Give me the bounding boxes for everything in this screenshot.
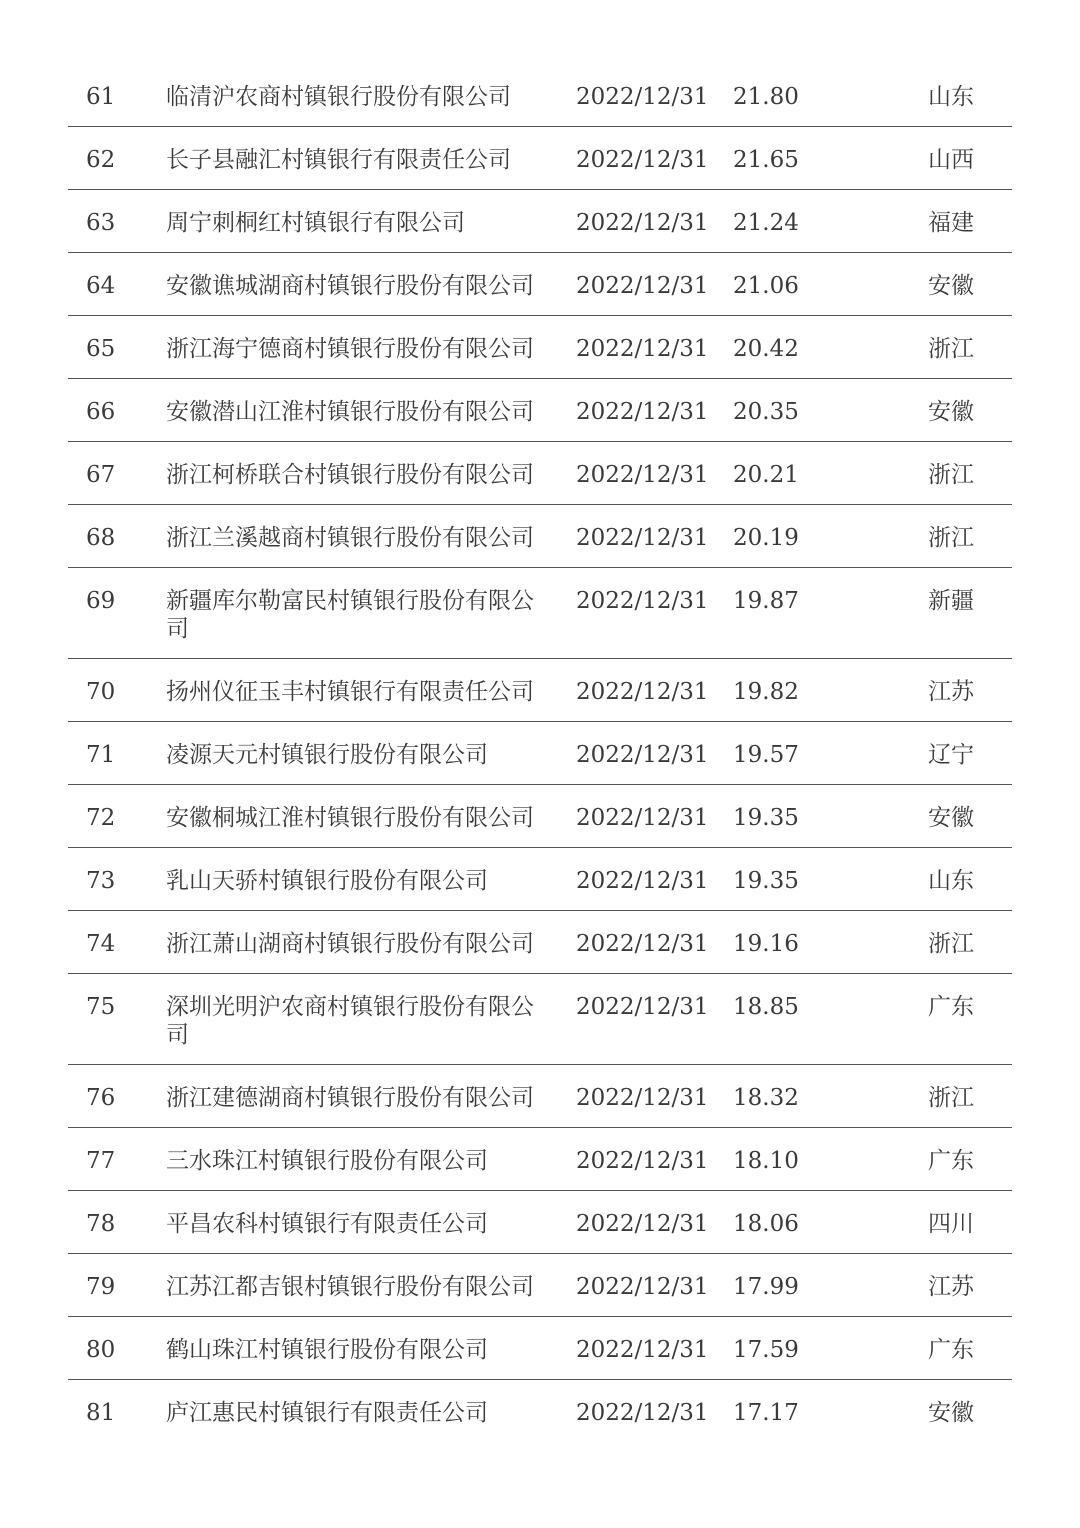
bank-name: 鹤山珠江村镇银行股份有限公司 <box>166 1337 488 1363</box>
table-row <box>68 1128 1012 1191</box>
table-row <box>68 190 1012 253</box>
table-row <box>68 848 1012 911</box>
report-date: 2022/12/31 <box>576 931 709 957</box>
table-row <box>68 911 1012 974</box>
table-row <box>68 785 1012 848</box>
report-date: 2022/12/31 <box>576 1337 709 1363</box>
province: 新疆 <box>928 588 974 614</box>
rank-number: 77 <box>86 1148 116 1174</box>
value: 20.42 <box>733 336 799 362</box>
report-date: 2022/12/31 <box>576 399 709 425</box>
rank-number: 61 <box>86 84 116 110</box>
bank-name: 深圳光明沪农商村镇银行股份有限公司 <box>166 994 534 1048</box>
bank-name: 浙江兰溪越商村镇银行股份有限公司 <box>166 525 534 551</box>
table-row <box>68 722 1012 785</box>
report-date: 2022/12/31 <box>576 868 709 894</box>
table-row <box>68 659 1012 722</box>
province: 江苏 <box>928 679 974 705</box>
value: 21.80 <box>733 84 799 110</box>
province: 安徽 <box>928 273 974 299</box>
bank-name: 江苏江都吉银村镇银行股份有限公司 <box>166 1274 534 1300</box>
table-row <box>68 1191 1012 1254</box>
rank-number: 81 <box>86 1400 116 1426</box>
province: 浙江 <box>928 462 974 488</box>
rank-number: 65 <box>86 336 116 362</box>
table-row <box>68 1065 1012 1128</box>
value: 19.35 <box>733 868 799 894</box>
table-row <box>68 379 1012 442</box>
table-row <box>68 64 1012 127</box>
bank-name: 新疆库尔勒富民村镇银行股份有限公司 <box>166 588 534 642</box>
value: 18.10 <box>733 1148 799 1174</box>
rank-number: 78 <box>86 1211 116 1237</box>
report-date: 2022/12/31 <box>576 1085 709 1111</box>
table-row <box>68 442 1012 505</box>
rank-number: 68 <box>86 525 116 551</box>
table-row <box>68 1380 1012 1443</box>
province: 四川 <box>928 1211 974 1237</box>
value: 18.06 <box>733 1211 799 1237</box>
bank-name: 平昌农科村镇银行有限责任公司 <box>166 1211 488 1237</box>
province: 广东 <box>928 1148 974 1174</box>
value: 19.87 <box>733 588 799 614</box>
rank-number: 69 <box>86 588 116 614</box>
rank-number: 64 <box>86 273 116 299</box>
table-row <box>68 253 1012 316</box>
report-date: 2022/12/31 <box>576 805 709 831</box>
bank-name: 长子县融汇村镇银行有限责任公司 <box>166 147 511 173</box>
bank-name: 浙江建德湖商村镇银行股份有限公司 <box>166 1085 534 1111</box>
bank-ranking-table <box>68 64 1012 1443</box>
rank-number: 62 <box>86 147 116 173</box>
table-row <box>68 1317 1012 1380</box>
rank-number: 79 <box>86 1274 116 1300</box>
province: 山东 <box>928 868 974 894</box>
value: 18.32 <box>733 1085 799 1111</box>
rank-number: 75 <box>86 994 116 1020</box>
bank-name: 安徽桐城江淮村镇银行股份有限公司 <box>166 805 534 831</box>
report-date: 2022/12/31 <box>576 588 709 614</box>
table-row <box>68 505 1012 568</box>
rank-number: 67 <box>86 462 116 488</box>
report-date: 2022/12/31 <box>576 1400 709 1426</box>
bank-name: 安徽谯城湖商村镇银行股份有限公司 <box>166 273 534 299</box>
report-date: 2022/12/31 <box>576 1211 709 1237</box>
value: 20.21 <box>733 462 799 488</box>
value: 19.57 <box>733 742 799 768</box>
report-date: 2022/12/31 <box>576 273 709 299</box>
bank-name: 周宁刺桐红村镇银行有限公司 <box>166 210 465 236</box>
value: 21.06 <box>733 273 799 299</box>
rank-number: 72 <box>86 805 116 831</box>
bank-name: 庐江惠民村镇银行有限责任公司 <box>166 1400 488 1426</box>
value: 20.19 <box>733 525 799 551</box>
province: 辽宁 <box>928 742 974 768</box>
report-date: 2022/12/31 <box>576 462 709 488</box>
report-date: 2022/12/31 <box>576 994 709 1020</box>
report-date: 2022/12/31 <box>576 336 709 362</box>
bank-name: 安徽潜山江淮村镇银行股份有限公司 <box>166 399 534 425</box>
province: 浙江 <box>928 336 974 362</box>
report-date: 2022/12/31 <box>576 210 709 236</box>
value: 19.16 <box>733 931 799 957</box>
value: 19.35 <box>733 805 799 831</box>
report-date: 2022/12/31 <box>576 525 709 551</box>
bank-name: 乳山天骄村镇银行股份有限公司 <box>166 868 488 894</box>
value: 17.59 <box>733 1337 799 1363</box>
report-date: 2022/12/31 <box>576 1274 709 1300</box>
rank-number: 76 <box>86 1085 116 1111</box>
province: 福建 <box>928 210 974 236</box>
value: 20.35 <box>733 399 799 425</box>
table-row <box>68 1254 1012 1317</box>
value: 21.24 <box>733 210 799 236</box>
value: 17.17 <box>733 1400 799 1426</box>
province: 安徽 <box>928 1400 974 1426</box>
report-date: 2022/12/31 <box>576 742 709 768</box>
bank-name: 临清沪农商村镇银行股份有限公司 <box>166 84 511 110</box>
rank-number: 66 <box>86 399 116 425</box>
report-date: 2022/12/31 <box>576 84 709 110</box>
province: 广东 <box>928 994 974 1020</box>
province: 山西 <box>928 147 974 173</box>
value: 17.99 <box>733 1274 799 1300</box>
value: 21.65 <box>733 147 799 173</box>
bank-name: 浙江萧山湖商村镇银行股份有限公司 <box>166 931 534 957</box>
value: 18.85 <box>733 994 799 1020</box>
province: 山东 <box>928 84 974 110</box>
table-row <box>68 127 1012 190</box>
report-date: 2022/12/31 <box>576 679 709 705</box>
table-row <box>68 568 1012 659</box>
table-row <box>68 974 1012 1065</box>
rank-number: 80 <box>86 1337 116 1363</box>
rank-number: 71 <box>86 742 116 768</box>
province: 广东 <box>928 1337 974 1363</box>
table-row <box>68 316 1012 379</box>
report-date: 2022/12/31 <box>576 1148 709 1174</box>
province: 浙江 <box>928 931 974 957</box>
rank-number: 70 <box>86 679 116 705</box>
bank-name: 三水珠江村镇银行股份有限公司 <box>166 1148 488 1174</box>
bank-name: 浙江海宁德商村镇银行股份有限公司 <box>166 336 534 362</box>
rank-number: 63 <box>86 210 116 236</box>
value: 19.82 <box>733 679 799 705</box>
bank-name: 扬州仪征玉丰村镇银行有限责任公司 <box>166 679 534 705</box>
report-date: 2022/12/31 <box>576 147 709 173</box>
bank-name: 凌源天元村镇银行股份有限公司 <box>166 742 488 768</box>
province: 浙江 <box>928 1085 974 1111</box>
bank-name: 浙江柯桥联合村镇银行股份有限公司 <box>166 462 534 488</box>
rank-number: 74 <box>86 931 116 957</box>
province: 江苏 <box>928 1274 974 1300</box>
province: 安徽 <box>928 399 974 425</box>
rank-number: 73 <box>86 868 116 894</box>
province: 浙江 <box>928 525 974 551</box>
province: 安徽 <box>928 805 974 831</box>
